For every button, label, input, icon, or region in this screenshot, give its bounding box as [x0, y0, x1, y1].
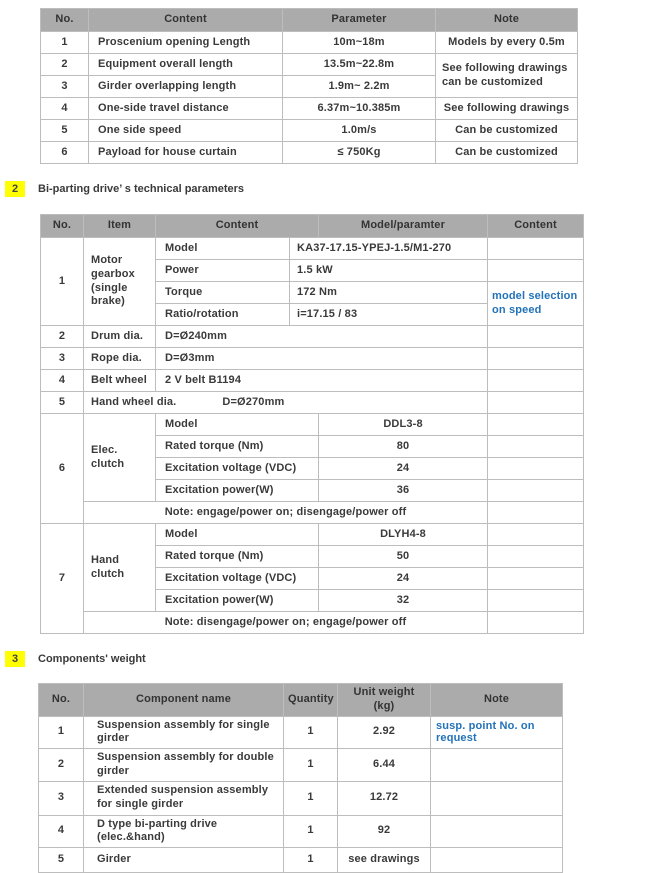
item-cell: Rope dia.	[84, 348, 156, 370]
quantity-cell: 1	[284, 781, 338, 815]
parameter-cell: 1.9m~ 2.2m	[283, 76, 436, 98]
note-cell	[488, 590, 584, 612]
no-cell: 4	[41, 370, 84, 392]
content-cell: Equipment overall length	[89, 54, 283, 76]
value-cell: 36	[319, 480, 488, 502]
no-cell: 3	[41, 76, 89, 98]
note-cell: Can be customized	[436, 142, 578, 164]
label-cell: Ratio/rotation	[156, 304, 290, 326]
no-cell: 7	[41, 524, 84, 634]
note-cell	[488, 480, 584, 502]
column-header-model: Model/paramter	[319, 215, 488, 238]
table-row	[39, 716, 563, 749]
table-row	[41, 392, 584, 414]
weight-cell: see drawings	[338, 848, 431, 873]
item-cell: Drum dia.	[84, 326, 156, 348]
hand-wheel-value: D=Ø270mm	[222, 395, 285, 408]
note-cell: model selection on speed	[488, 282, 584, 326]
weight-cell: 6.44	[338, 749, 431, 782]
content-cell: Proscenium opening Length	[89, 32, 283, 54]
content-cell: One side speed	[89, 120, 283, 142]
no-cell: 4	[41, 98, 89, 120]
section-title: Bi-parting drive’ s technical parameters	[38, 183, 245, 195]
value-cell: DLYH4-8	[319, 524, 488, 546]
note-cell	[488, 502, 584, 524]
label-cell: Excitation power(W)	[156, 480, 319, 502]
weight-cell: 2.92	[338, 716, 431, 749]
label-cell: Model	[156, 414, 319, 436]
item-cell: Motor gearbox (single brake)	[84, 238, 156, 326]
value-cell: 32	[319, 590, 488, 612]
table-header-row	[39, 684, 563, 717]
component-cell: Suspension assembly for single girder	[84, 716, 284, 749]
item-cell: Hand clutch	[84, 524, 156, 612]
value-cell: i=17.15 / 83	[290, 304, 488, 326]
value-cell: 172 Nm	[290, 282, 488, 304]
no-cell: 2	[41, 54, 89, 76]
quantity-cell: 1	[284, 749, 338, 782]
value-cell: 2 V belt B1194	[156, 370, 488, 392]
note-cell: Can be customized	[436, 120, 578, 142]
component-cell: Girder	[84, 848, 284, 873]
content-cell: Girder overlapping length	[89, 76, 283, 98]
table-header-row	[41, 215, 584, 238]
section-3-heading	[5, 651, 660, 667]
component-cell: Suspension assembly for double girder	[84, 749, 284, 782]
item-cell	[84, 392, 488, 414]
note-cell: See following drawings	[436, 98, 578, 120]
note-cell	[488, 612, 584, 634]
item-cell: Belt wheel	[84, 370, 156, 392]
item-cell: Elec. clutch	[84, 414, 156, 502]
note-cell	[488, 370, 584, 392]
label-cell: Power	[156, 260, 290, 282]
no-cell: 5	[39, 848, 84, 873]
note-cell	[431, 848, 563, 873]
label-cell: Excitation voltage (VDC)	[156, 458, 319, 480]
parameter-cell: 10m~18m	[283, 32, 436, 54]
no-cell: 1	[39, 716, 84, 749]
table-row	[39, 815, 563, 848]
no-cell: 2	[41, 326, 84, 348]
table-row	[39, 848, 563, 873]
value-cell: 24	[319, 458, 488, 480]
hand-wheel-label: Hand wheel dia.	[91, 395, 177, 408]
label-cell: Excitation power(W)	[156, 590, 319, 612]
no-cell: 1	[41, 32, 89, 54]
weight-cell: 92	[338, 815, 431, 848]
no-cell: 4	[39, 815, 84, 848]
no-cell: 3	[41, 348, 84, 370]
label-cell: Excitation voltage (VDC)	[156, 568, 319, 590]
no-cell: 5	[41, 392, 84, 414]
note-cell	[431, 781, 563, 815]
no-cell: 5	[41, 120, 89, 142]
label-cell: Model	[156, 238, 290, 260]
parameter-cell: 13.5m~22.8m	[283, 54, 436, 76]
label-cell: Torque	[156, 282, 290, 304]
section-number-badge: 2	[5, 181, 25, 197]
weight-cell: 12.72	[338, 781, 431, 815]
table-row	[41, 524, 584, 546]
table-row	[41, 414, 584, 436]
column-header-quantity: Quantity	[284, 684, 338, 717]
section-number-badge: 3	[5, 651, 25, 667]
column-header-note: Note	[436, 9, 578, 32]
column-header-content: Content	[156, 215, 319, 238]
value-cell: 50	[319, 546, 488, 568]
no-cell: 2	[39, 749, 84, 782]
note-cell: susp. point No. on request	[431, 716, 563, 749]
column-header-no: No.	[39, 684, 84, 717]
note-cell	[488, 238, 584, 260]
clutch-note-cell: Note: engage/power on; disengage/power off	[84, 502, 488, 524]
note-cell	[488, 524, 584, 546]
note-cell	[488, 436, 584, 458]
components-weight-table	[38, 683, 563, 873]
column-header-note: Note	[431, 684, 563, 717]
note-cell: Models by every 0.5m	[436, 32, 578, 54]
table-row	[41, 612, 584, 634]
column-header-no: No.	[41, 9, 89, 32]
table-row	[41, 142, 578, 164]
label-cell: Rated torque (Nm)	[156, 546, 319, 568]
table-row	[41, 32, 578, 54]
note-cell	[488, 260, 584, 282]
note-cell	[488, 458, 584, 480]
section-2-heading	[5, 181, 660, 197]
label-cell: Rated torque (Nm)	[156, 436, 319, 458]
content-cell: One-side travel distance	[89, 98, 283, 120]
general-parameters-table	[40, 8, 578, 164]
note-cell	[488, 392, 584, 414]
column-header-item: Item	[84, 215, 156, 238]
column-header-parameter: Parameter	[283, 9, 436, 32]
column-header-weight: Unit weight (kg)	[338, 684, 431, 717]
note-cell	[431, 815, 563, 848]
note-cell: See following drawings can be customized	[436, 54, 578, 98]
no-cell: 6	[41, 414, 84, 524]
column-header-content2: Content	[488, 215, 584, 238]
value-cell: KA37-17.15-YPEJ-1.5/M1-270	[290, 238, 488, 260]
clutch-note-cell: Note: disengage/power on; engage/power off	[84, 612, 488, 634]
table-row	[41, 238, 584, 260]
table-row	[41, 120, 578, 142]
no-cell: 1	[41, 238, 84, 326]
value-cell: D=Ø240mm	[156, 326, 488, 348]
table-row	[41, 54, 578, 76]
note-cell	[488, 414, 584, 436]
content-cell: Payload for house curtain	[89, 142, 283, 164]
table-row	[41, 98, 578, 120]
document-page	[0, 8, 660, 866]
table-row	[41, 326, 584, 348]
value-cell: DDL3-8	[319, 414, 488, 436]
column-header-no: No.	[41, 215, 84, 238]
quantity-cell: 1	[284, 848, 338, 873]
no-cell: 6	[41, 142, 89, 164]
value-cell: D=Ø3mm	[156, 348, 488, 370]
no-cell: 3	[39, 781, 84, 815]
column-header-component: Component name	[84, 684, 284, 717]
quantity-cell: 1	[284, 815, 338, 848]
table-header-row	[41, 9, 578, 32]
table-row	[41, 370, 584, 392]
quantity-cell: 1	[284, 716, 338, 749]
component-cell: D type bi-parting drive (elec.&hand)	[84, 815, 284, 848]
parameter-cell: 1.0m/s	[283, 120, 436, 142]
note-cell	[488, 568, 584, 590]
note-cell	[488, 326, 584, 348]
parameter-cell: ≤ 750Kg	[283, 142, 436, 164]
table-row	[39, 749, 563, 782]
note-cell	[488, 546, 584, 568]
drive-parameters-table	[40, 214, 584, 634]
table-row	[41, 502, 584, 524]
table-row	[39, 781, 563, 815]
note-cell	[431, 749, 563, 782]
parameter-cell: 6.37m~10.385m	[283, 98, 436, 120]
value-cell: 24	[319, 568, 488, 590]
table-row	[41, 348, 584, 370]
section-title: Components' weight	[38, 653, 146, 665]
value-cell: 1.5 kW	[290, 260, 488, 282]
value-cell: 80	[319, 436, 488, 458]
component-cell: Extended suspension assembly for single girder	[84, 781, 284, 815]
label-cell: Model	[156, 524, 319, 546]
note-cell	[488, 348, 584, 370]
column-header-content: Content	[89, 9, 283, 32]
